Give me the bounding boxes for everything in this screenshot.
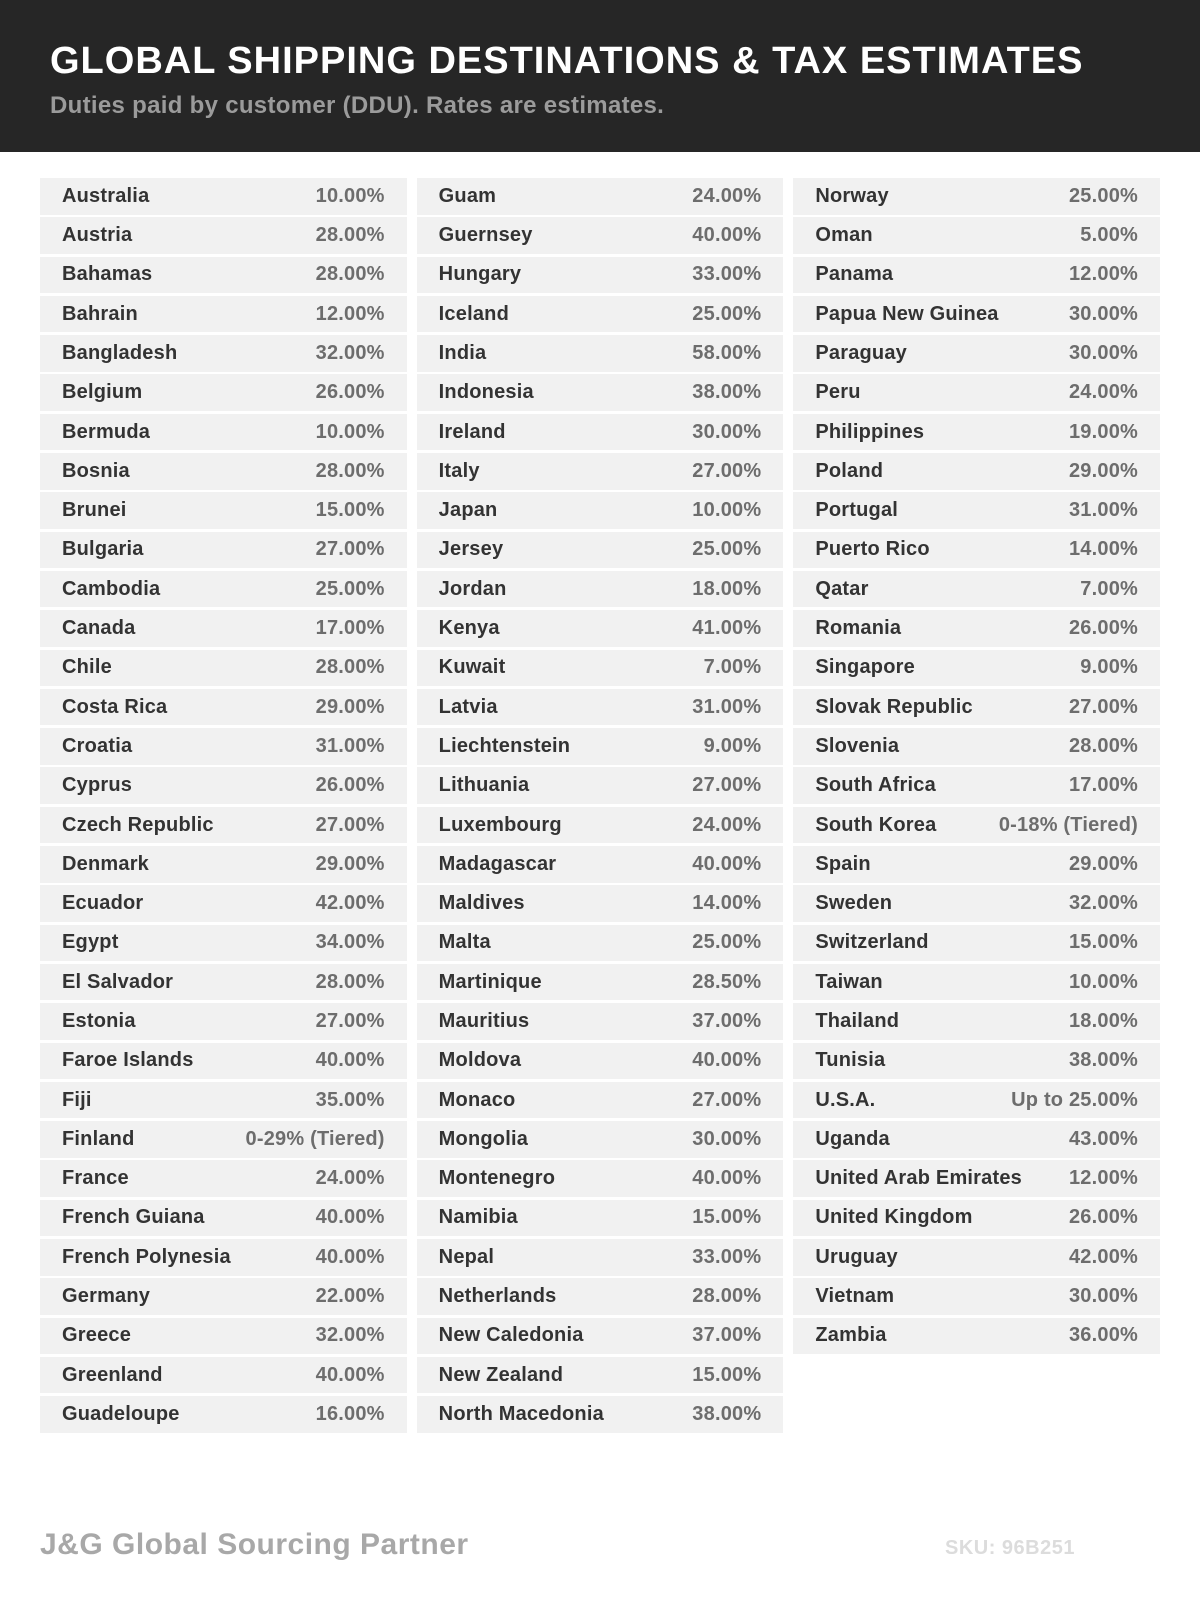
country-name: New Caledonia bbox=[438, 1324, 584, 1347]
table-row bbox=[417, 767, 784, 804]
tax-rate: 14.00% bbox=[1068, 538, 1139, 561]
table-row bbox=[417, 1003, 784, 1040]
tax-rate: 37.00% bbox=[692, 1009, 762, 1032]
tax-rate: 26.00% bbox=[1068, 617, 1139, 640]
country-name: Lithuania bbox=[438, 774, 530, 797]
tax-rate: 12.00% bbox=[1068, 263, 1139, 286]
country-name: Germany bbox=[62, 1285, 151, 1308]
table-row bbox=[417, 1121, 784, 1158]
table-row bbox=[417, 296, 784, 333]
country-name: Madagascar bbox=[438, 852, 557, 875]
table-row bbox=[417, 374, 784, 411]
table-column-3 bbox=[793, 178, 1160, 1436]
tax-rate: 35.00% bbox=[315, 1088, 385, 1111]
tax-rate: 42.00% bbox=[315, 892, 385, 915]
country-name: Indonesia bbox=[438, 381, 534, 404]
tax-rate: 27.00% bbox=[692, 1088, 762, 1111]
table-row bbox=[40, 1003, 407, 1040]
tax-rate: 40.00% bbox=[692, 224, 762, 247]
country-name: Denmark bbox=[62, 852, 149, 875]
tax-rate: 29.00% bbox=[1068, 459, 1139, 482]
country-name: Canada bbox=[62, 617, 136, 640]
page-title: GLOBAL SHIPPING DESTINATIONS & TAX ESTIMATES bbox=[50, 40, 1084, 82]
country-name: Slovak Republic bbox=[815, 695, 973, 718]
table-row bbox=[417, 807, 784, 844]
country-name: Montenegro bbox=[438, 1167, 556, 1190]
tax-rate: 15.00% bbox=[315, 499, 385, 522]
tax-rate: 38.00% bbox=[692, 1402, 762, 1425]
header-banner bbox=[0, 0, 1200, 152]
tax-rate: 58.00% bbox=[692, 341, 762, 364]
country-name: Kuwait bbox=[438, 656, 506, 679]
table-row bbox=[793, 178, 1160, 215]
tax-rate: 27.00% bbox=[1068, 695, 1139, 718]
country-name: Liechtenstein bbox=[438, 734, 571, 757]
tax-rate: 40.00% bbox=[692, 852, 762, 875]
tax-rate: 40.00% bbox=[692, 1049, 762, 1072]
country-name: Chile bbox=[62, 656, 112, 679]
tax-rate: 12.00% bbox=[1068, 1167, 1139, 1190]
country-name: Paraguay bbox=[815, 341, 907, 364]
tax-rate: 0-29% (Tiered) bbox=[245, 1127, 385, 1150]
country-name: Guadeloupe bbox=[62, 1402, 180, 1425]
country-name: Monaco bbox=[438, 1088, 516, 1111]
table-row bbox=[793, 925, 1160, 962]
tax-rate: 28.00% bbox=[315, 224, 385, 247]
country-name: Fiji bbox=[62, 1088, 92, 1111]
country-name: Ireland bbox=[438, 420, 506, 443]
table-row bbox=[417, 492, 784, 529]
tax-rate: 22.00% bbox=[315, 1285, 385, 1308]
tax-rate: 17.00% bbox=[1068, 774, 1139, 797]
country-name: Spain bbox=[815, 852, 871, 875]
tax-rate: 38.00% bbox=[692, 381, 762, 404]
table-row bbox=[417, 178, 784, 215]
table-row bbox=[793, 1200, 1160, 1237]
country-name: French Polynesia bbox=[62, 1245, 231, 1268]
tax-rate: 33.00% bbox=[692, 263, 762, 286]
tax-rate: 27.00% bbox=[315, 813, 385, 836]
country-name: Sweden bbox=[815, 892, 893, 915]
tax-rate: 24.00% bbox=[692, 813, 762, 836]
page-subtitle: Duties paid by customer (DDU). Rates are estimates. bbox=[50, 91, 665, 119]
country-name: Egypt bbox=[62, 931, 119, 954]
table-row bbox=[793, 1121, 1160, 1158]
tax-rate: 5.00% bbox=[1080, 224, 1139, 247]
brand-name: J&G Global Sourcing Partner bbox=[40, 1528, 469, 1561]
tax-rate: 30.00% bbox=[1068, 1285, 1139, 1308]
country-name: Bosnia bbox=[62, 459, 130, 482]
table-row bbox=[417, 1278, 784, 1315]
country-name: Slovenia bbox=[815, 734, 900, 757]
table-row bbox=[417, 335, 784, 372]
tax-rate: 18.00% bbox=[692, 577, 762, 600]
country-name: Philippines bbox=[815, 420, 925, 443]
tax-rate: 42.00% bbox=[1068, 1245, 1139, 1268]
country-name: Oman bbox=[815, 224, 873, 247]
country-name: Hungary bbox=[438, 263, 522, 286]
table-row bbox=[40, 532, 407, 569]
tax-rate: 30.00% bbox=[1068, 341, 1139, 364]
tax-rate: 24.00% bbox=[692, 184, 762, 207]
country-name: Thailand bbox=[815, 1009, 900, 1032]
country-name: Qatar bbox=[815, 577, 869, 600]
tax-rate: 28.00% bbox=[315, 970, 385, 993]
tax-rate: 12.00% bbox=[315, 302, 385, 325]
tax-rate: 34.00% bbox=[315, 931, 385, 954]
table-row bbox=[40, 335, 407, 372]
table-column-2 bbox=[417, 178, 784, 1436]
table-row bbox=[40, 1082, 407, 1119]
table-row bbox=[417, 1082, 784, 1119]
tax-rate: 7.00% bbox=[1080, 577, 1139, 600]
tax-rate: 36.00% bbox=[1068, 1324, 1139, 1347]
table-row bbox=[417, 689, 784, 726]
country-name: Jordan bbox=[438, 577, 507, 600]
country-name: Vietnam bbox=[815, 1285, 895, 1308]
country-name: Singapore bbox=[815, 656, 915, 679]
tax-rate: 29.00% bbox=[315, 695, 385, 718]
country-name: Guernsey bbox=[438, 224, 533, 247]
table-row bbox=[793, 257, 1160, 294]
country-name: Brunei bbox=[62, 499, 127, 522]
table-row bbox=[417, 532, 784, 569]
table-row bbox=[40, 571, 407, 608]
country-name: South Korea bbox=[815, 813, 937, 836]
country-name: Mauritius bbox=[438, 1009, 530, 1032]
country-name: Panama bbox=[815, 263, 894, 286]
table-row bbox=[40, 453, 407, 490]
country-name: Italy bbox=[438, 459, 480, 482]
tax-rate: 28.00% bbox=[1068, 734, 1139, 757]
country-name: Japan bbox=[438, 499, 498, 522]
tax-rate: 40.00% bbox=[315, 1363, 385, 1386]
table-row bbox=[40, 807, 407, 844]
country-name: United Kingdom bbox=[815, 1206, 973, 1229]
table-row bbox=[40, 964, 407, 1001]
tax-rate: 19.00% bbox=[1068, 420, 1139, 443]
tax-rate: 0-18% (Tiered) bbox=[998, 813, 1139, 836]
tax-rate: 40.00% bbox=[692, 1167, 762, 1190]
country-name: France bbox=[62, 1167, 129, 1190]
table-row bbox=[40, 257, 407, 294]
table-row bbox=[417, 964, 784, 1001]
country-name: Estonia bbox=[62, 1009, 136, 1032]
table-row bbox=[793, 610, 1160, 647]
tax-rate: 15.00% bbox=[692, 1206, 762, 1229]
country-name: Namibia bbox=[438, 1206, 518, 1229]
table-row bbox=[417, 1200, 784, 1237]
table-row bbox=[40, 1396, 407, 1433]
tax-rate: 40.00% bbox=[315, 1049, 385, 1072]
country-name: French Guiana bbox=[62, 1206, 205, 1229]
tax-rate: 40.00% bbox=[315, 1245, 385, 1268]
table-row bbox=[793, 453, 1160, 490]
tax-rate: 10.00% bbox=[1068, 970, 1139, 993]
table-row bbox=[417, 728, 784, 765]
tax-rate: Up to 25.00% bbox=[1011, 1088, 1139, 1111]
tax-rate: 37.00% bbox=[692, 1324, 762, 1347]
country-name: Greenland bbox=[62, 1363, 163, 1386]
table-row bbox=[417, 610, 784, 647]
country-name: Romania bbox=[815, 617, 902, 640]
tax-rate: 30.00% bbox=[692, 1127, 762, 1150]
country-name: Costa Rica bbox=[62, 695, 168, 718]
table-row bbox=[793, 532, 1160, 569]
table-row bbox=[40, 650, 407, 687]
tax-rate: 38.00% bbox=[1068, 1049, 1139, 1072]
table-row bbox=[40, 1318, 407, 1355]
tax-rate: 28.00% bbox=[692, 1285, 762, 1308]
sku-label: SKU: 96B251 bbox=[944, 1537, 1075, 1559]
table-row bbox=[417, 846, 784, 883]
tax-rate: 10.00% bbox=[315, 184, 385, 207]
country-name: Luxembourg bbox=[438, 813, 562, 836]
country-name: Norway bbox=[815, 184, 889, 207]
country-name: India bbox=[438, 341, 487, 364]
tax-rate: 15.00% bbox=[1068, 931, 1139, 954]
tax-rate: 7.00% bbox=[703, 656, 762, 679]
tax-rate: 15.00% bbox=[692, 1363, 762, 1386]
tax-rate: 28.00% bbox=[315, 263, 385, 286]
table-row bbox=[417, 1239, 784, 1276]
table-row bbox=[417, 1318, 784, 1355]
country-name: New Zealand bbox=[438, 1363, 564, 1386]
country-name: Guam bbox=[438, 184, 497, 207]
country-name: Uganda bbox=[815, 1127, 890, 1150]
table-row bbox=[793, 1278, 1160, 1315]
table-row bbox=[793, 414, 1160, 451]
table-row bbox=[793, 1160, 1160, 1197]
country-name: Puerto Rico bbox=[815, 538, 930, 561]
table-row bbox=[793, 492, 1160, 529]
table-row bbox=[40, 492, 407, 529]
country-name: Maldives bbox=[438, 892, 525, 915]
tax-rate: 29.00% bbox=[315, 852, 385, 875]
country-name: Iceland bbox=[438, 302, 509, 325]
country-name: Zambia bbox=[815, 1324, 887, 1347]
table-row bbox=[40, 1121, 407, 1158]
table-row bbox=[417, 414, 784, 451]
table-row bbox=[417, 1357, 784, 1394]
table-row bbox=[793, 1082, 1160, 1119]
country-name: Bulgaria bbox=[62, 538, 144, 561]
country-name: Cambodia bbox=[62, 577, 161, 600]
country-name: Czech Republic bbox=[62, 813, 214, 836]
table-row bbox=[40, 728, 407, 765]
tax-rate: 31.00% bbox=[692, 695, 762, 718]
tax-rate: 27.00% bbox=[315, 538, 385, 561]
table-column-1 bbox=[40, 178, 407, 1436]
table-row bbox=[40, 296, 407, 333]
table-row bbox=[793, 1318, 1160, 1355]
tax-rate: 9.00% bbox=[1080, 656, 1139, 679]
country-name: Poland bbox=[815, 459, 884, 482]
table-row bbox=[417, 217, 784, 254]
table-row bbox=[793, 335, 1160, 372]
table-row bbox=[40, 414, 407, 451]
table-row bbox=[793, 846, 1160, 883]
table-row bbox=[417, 453, 784, 490]
country-name: Ecuador bbox=[62, 892, 144, 915]
tax-rate: 32.00% bbox=[315, 1324, 385, 1347]
table-row bbox=[40, 846, 407, 883]
tax-rate: 26.00% bbox=[315, 774, 385, 797]
tax-rate: 24.00% bbox=[315, 1167, 385, 1190]
tax-rate: 9.00% bbox=[703, 734, 762, 757]
country-name: Papua New Guinea bbox=[815, 302, 999, 325]
tax-rate: 30.00% bbox=[692, 420, 762, 443]
table-row bbox=[40, 925, 407, 962]
table-row bbox=[40, 217, 407, 254]
tax-rate: 25.00% bbox=[692, 302, 762, 325]
country-name: Portugal bbox=[815, 499, 899, 522]
tax-rate: 25.00% bbox=[315, 577, 385, 600]
tax-rate: 29.00% bbox=[1068, 852, 1139, 875]
country-name: Switzerland bbox=[815, 931, 929, 954]
country-name: Mongolia bbox=[438, 1127, 529, 1150]
tax-rate: 41.00% bbox=[692, 617, 762, 640]
country-name: North Macedonia bbox=[438, 1402, 604, 1425]
footer bbox=[0, 1528, 1200, 1562]
table-row bbox=[40, 1357, 407, 1394]
table-row bbox=[40, 610, 407, 647]
country-name: Bermuda bbox=[62, 420, 151, 443]
country-name: Latvia bbox=[438, 695, 498, 718]
tax-rate: 25.00% bbox=[692, 931, 762, 954]
tax-rate: 33.00% bbox=[692, 1245, 762, 1268]
tax-rate: 28.00% bbox=[315, 459, 385, 482]
tax-rate: 27.00% bbox=[692, 774, 762, 797]
table-row bbox=[40, 374, 407, 411]
country-name: Uruguay bbox=[815, 1245, 898, 1268]
table-row bbox=[417, 885, 784, 922]
table-row bbox=[793, 728, 1160, 765]
country-name: Netherlands bbox=[438, 1285, 557, 1308]
tax-rate: 10.00% bbox=[692, 499, 762, 522]
tax-rate: 31.00% bbox=[1068, 499, 1139, 522]
tax-rate: 43.00% bbox=[1068, 1127, 1139, 1150]
country-name: Cyprus bbox=[62, 774, 133, 797]
table-row bbox=[793, 571, 1160, 608]
table-row bbox=[40, 885, 407, 922]
tax-rate: 30.00% bbox=[1068, 302, 1139, 325]
tax-rate: 27.00% bbox=[692, 459, 762, 482]
tax-rate: 16.00% bbox=[315, 1402, 385, 1425]
country-name: Bahrain bbox=[62, 302, 138, 325]
table-row bbox=[40, 689, 407, 726]
country-name: U.S.A. bbox=[815, 1088, 876, 1111]
table-row bbox=[417, 925, 784, 962]
country-name: Croatia bbox=[62, 734, 133, 757]
country-name: Malta bbox=[438, 931, 491, 954]
tax-rate: 40.00% bbox=[315, 1206, 385, 1229]
table-row bbox=[417, 1043, 784, 1080]
tax-rate: 14.00% bbox=[692, 892, 762, 915]
table-row bbox=[793, 885, 1160, 922]
table-row bbox=[793, 964, 1160, 1001]
tax-rate: 26.00% bbox=[1068, 1206, 1139, 1229]
tax-rate: 25.00% bbox=[692, 538, 762, 561]
table-row bbox=[793, 1239, 1160, 1276]
country-name: Austria bbox=[62, 224, 133, 247]
country-name: Kenya bbox=[438, 617, 500, 640]
table-row bbox=[40, 1043, 407, 1080]
tax-rate: 32.00% bbox=[315, 341, 385, 364]
table-row bbox=[793, 296, 1160, 333]
tax-rate: 18.00% bbox=[1068, 1009, 1139, 1032]
table-row bbox=[40, 1200, 407, 1237]
table-row bbox=[40, 178, 407, 215]
table-row bbox=[417, 1160, 784, 1197]
tax-rate: 25.00% bbox=[1068, 184, 1139, 207]
country-name: Peru bbox=[815, 381, 861, 404]
country-name: Nepal bbox=[438, 1245, 495, 1268]
country-name: Jersey bbox=[438, 538, 504, 561]
country-name: Greece bbox=[62, 1324, 132, 1347]
table-row bbox=[417, 1396, 784, 1433]
tax-rate: 10.00% bbox=[315, 420, 385, 443]
tax-rate: 24.00% bbox=[1068, 381, 1139, 404]
table-row bbox=[793, 374, 1160, 411]
table-row bbox=[793, 807, 1160, 844]
country-name: Moldova bbox=[438, 1049, 522, 1072]
tax-rate: 27.00% bbox=[315, 1009, 385, 1032]
country-name: Taiwan bbox=[815, 970, 883, 993]
country-name: Finland bbox=[62, 1127, 135, 1150]
country-name: Australia bbox=[62, 184, 150, 207]
table-row bbox=[793, 217, 1160, 254]
country-name: South Africa bbox=[815, 774, 936, 797]
country-name: Belgium bbox=[62, 381, 143, 404]
table-row bbox=[793, 1003, 1160, 1040]
table-row bbox=[417, 571, 784, 608]
table-row bbox=[793, 1043, 1160, 1080]
country-name: Bahamas bbox=[62, 263, 153, 286]
country-name: El Salvador bbox=[62, 970, 174, 993]
country-name: Bangladesh bbox=[62, 341, 178, 364]
tax-rate: 32.00% bbox=[1068, 892, 1139, 915]
table-row bbox=[40, 1160, 407, 1197]
table-row bbox=[793, 650, 1160, 687]
country-name: Faroe Islands bbox=[62, 1049, 194, 1072]
table-row bbox=[40, 1278, 407, 1315]
table-row bbox=[793, 689, 1160, 726]
country-name: United Arab Emirates bbox=[815, 1167, 1022, 1190]
table-row bbox=[40, 1239, 407, 1276]
table-row bbox=[40, 767, 407, 804]
tax-rate: 28.00% bbox=[315, 656, 385, 679]
tax-rate: 31.00% bbox=[315, 734, 385, 757]
country-name: Tunisia bbox=[815, 1049, 886, 1072]
country-name: Martinique bbox=[438, 970, 542, 993]
table-row bbox=[417, 650, 784, 687]
tax-rate: 17.00% bbox=[315, 617, 385, 640]
tax-rate: 28.50% bbox=[692, 970, 762, 993]
table-row bbox=[417, 257, 784, 294]
tax-rate: 26.00% bbox=[315, 381, 385, 404]
tax-rate-table bbox=[0, 178, 1200, 1436]
table-row bbox=[793, 767, 1160, 804]
